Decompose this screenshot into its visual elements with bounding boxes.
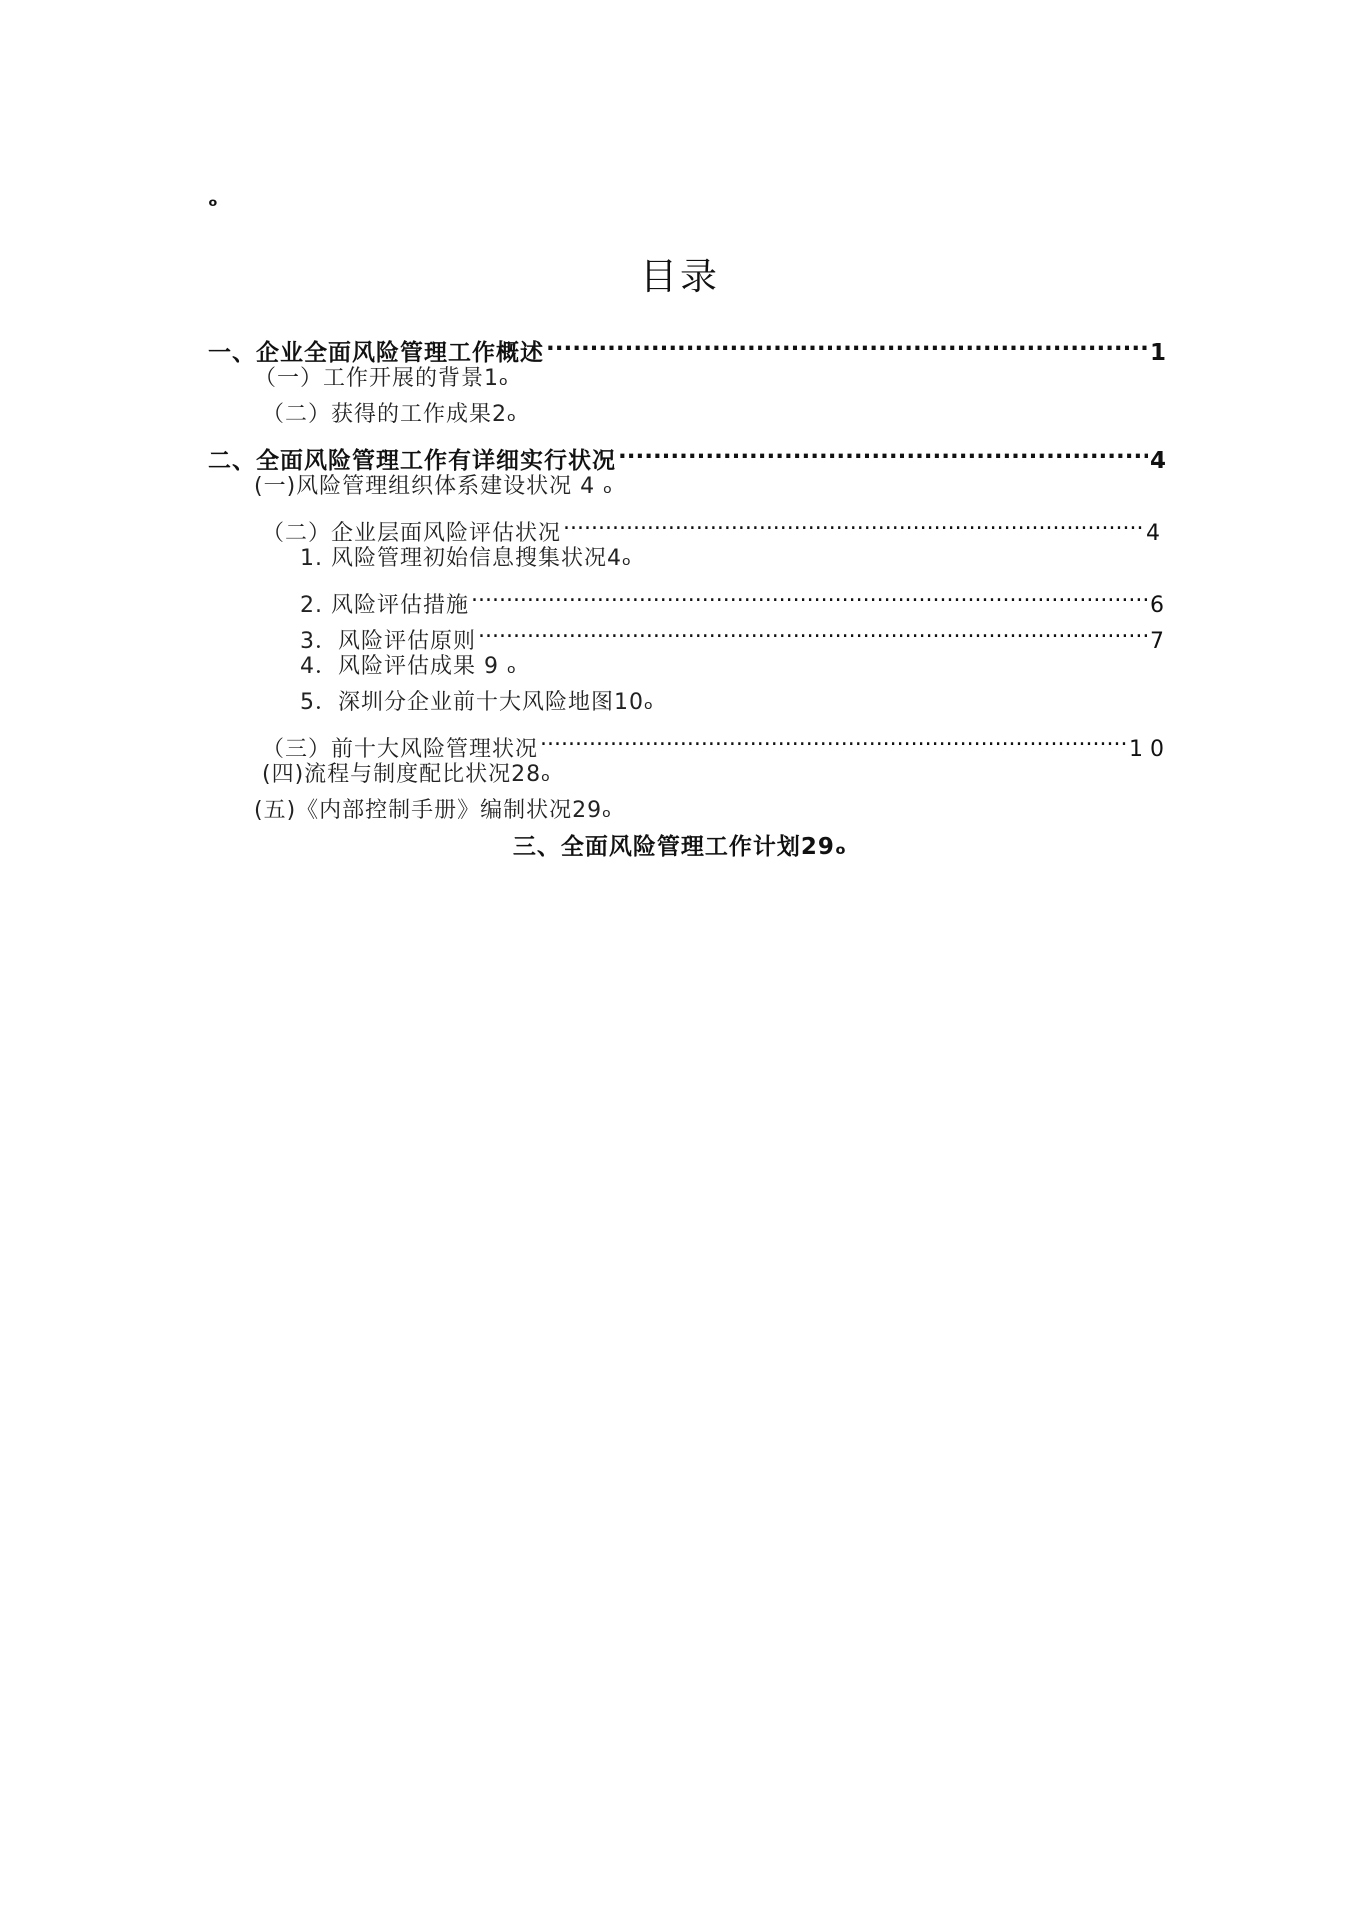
dot-leader [618, 434, 1148, 468]
toc-entry-label: (一)风险管理组织体系建设状况 4 ₒ [254, 474, 614, 499]
dot-leader [540, 722, 1127, 756]
toc-entry-section-3[interactable]: 三、全面风险管理工作计划29ₒ [512, 834, 848, 860]
toc-entry-label: 2. 风险评估措施 [300, 593, 469, 618]
toc-page-number: 6 [1150, 593, 1164, 618]
toc-entry-2-2[interactable] [262, 506, 1160, 546]
toc-entry-label: 5．深圳分企业前十大风险地图10ₒ [300, 690, 655, 715]
toc-entry-2-1[interactable] [254, 470, 613, 504]
toc-entry-2-4[interactable] [262, 758, 551, 792]
toc-entry-1-2[interactable] [262, 398, 517, 432]
toc-page-number: 4 [1146, 521, 1160, 546]
toc-entry-2-2-1[interactable] [300, 542, 632, 576]
dot-leader [563, 506, 1144, 540]
toc-entry-label: 一、企业全面风险管理工作概述 [208, 340, 544, 366]
toc-entry-2-2-4[interactable] [300, 650, 517, 684]
toc-entry-label: （二）企业层面风险评估状况 [262, 521, 562, 546]
toc-entry-section-1[interactable] [208, 326, 1166, 366]
stray-mark: ₒ [208, 187, 218, 211]
dot-leader [471, 578, 1148, 612]
toc-entry-section-2[interactable] [208, 434, 1166, 474]
toc-page-number: 1 0 [1129, 737, 1164, 762]
toc-entry-2-2-5[interactable] [300, 686, 654, 720]
toc-page-number: 7 [1150, 629, 1164, 654]
toc-entry-label: 4．风险评估成果 9 ₒ [300, 654, 518, 679]
toc-entry-2-2-3[interactable] [300, 614, 1164, 654]
toc-entry-2-2-2[interactable] [300, 578, 1164, 618]
toc-entry-label: 3．风险评估原则 [300, 629, 476, 654]
toc-entry-label: (五)《内部控制手册》编制状况29ₒ [254, 798, 613, 823]
toc-entry-1-1[interactable] [254, 362, 509, 396]
toc-page-number: 1 [1149, 340, 1166, 366]
toc-entry-label: 1. 风险管理初始信息搜集状况4ₒ [300, 546, 633, 571]
dot-leader [546, 326, 1148, 360]
toc-entry-label: （二）获得的工作成果2ₒ [262, 402, 518, 427]
toc-entry-label: （三）前十大风险管理状况 [262, 737, 539, 762]
dot-leader [478, 614, 1148, 648]
toc-entry-label: （一）工作开展的背景1ₒ [254, 366, 510, 391]
toc-entry-2-3[interactable] [262, 722, 1164, 762]
toc-page-number: 4 [1149, 448, 1166, 474]
toc-entry-label: 二、全面风险管理工作有详细实行状况 [208, 448, 616, 474]
toc-entry-label: (四)流程与制度配比状况28ₒ [262, 762, 552, 787]
toc-entry-2-5[interactable] [254, 794, 612, 828]
toc-title: 目录 [640, 255, 720, 298]
